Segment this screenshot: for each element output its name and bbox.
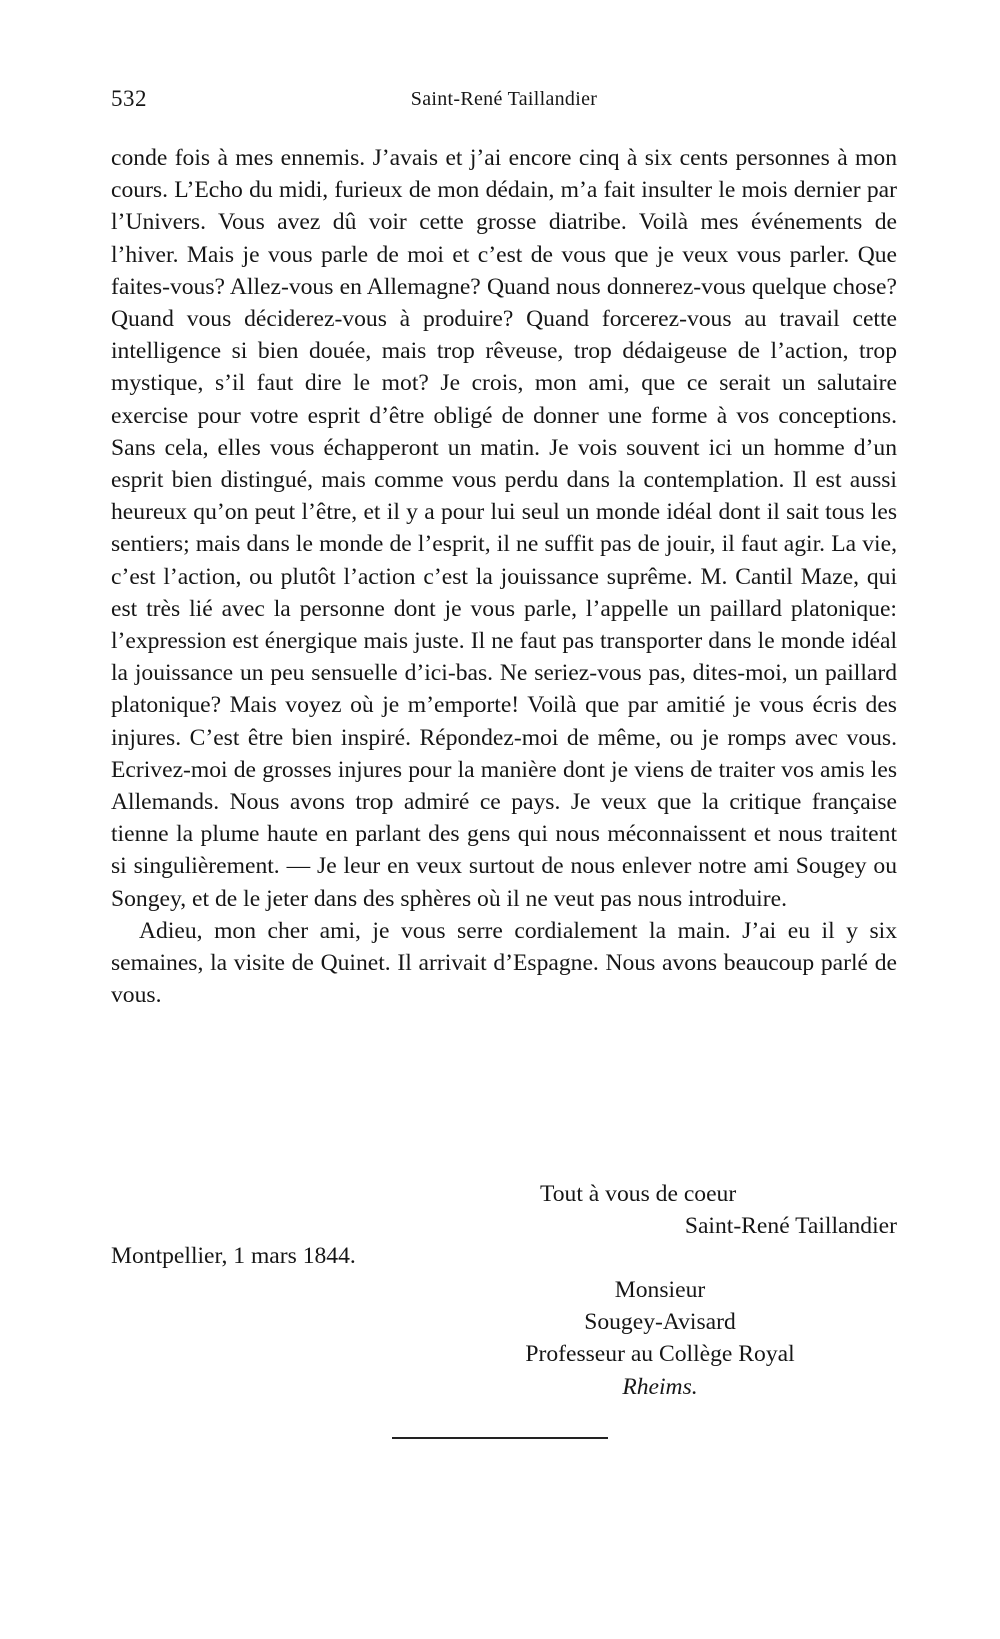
closing-salutation: Tout à vous de coeur (540, 1181, 737, 1207)
address-line-1: Monsieur (614, 1277, 706, 1303)
recipient-address (500, 1274, 820, 1403)
address-line-3: Professeur au Collège Royal (525, 1341, 795, 1368)
body-paragraph-2: Adieu, mon cher ami, je vous serre cordialement la main. J’ai eu il y six semaines, la visite de Quinet. Il arrivait d’Espagne. Nous avons beaucoup parlé de vous. (111, 917, 897, 1009)
body-paragraph-1: conde fois à mes ennemis. J’avais et j’ai encore cinq à six cents personnes à mon cours. L’Echo du midi, furieux de mon dédain, m’a fait insulter le mois dernier par l’Univers. Vous avez dû voir cette grosse diatribe. Voilà mes événements de l’hiver. Mais je vous parle de moi et c’est de vous que je veux vous parler. Que faites-vous? Allez-vous en Allemagne? Quand nous donnerez-vous quelque chose? Quand vous déciderez-vous à produire? Quand forcerez-vous au travail cette intelligence si bien douée, mais trop rêveuse, trop dédaigeuse de l’action, trop mystique, s’il faut dire le mot? Je crois, mon ami, que ce serait un salutaire exercise pour votre esprit d’être obligé de donner une forme à vos conceptions. Sans cela, elles vous échapperont un matin. Je vois souvent ici un homme d’un esprit bien distingué, mais comme vous perdu dans la contemplation. Il est aussi heureux qu’on peut l’être, et il y a pour lui seul un monde idéal dont il sait tous les sentiers; mais dans le monde de l’esprit, il ne suffit pas de jouir, il faut agir. La vie, c’est l’action, ou plutôt l’action c’est la jouissance suprême. M. Cantil Maze, qui est très lié avec la personne dont je vous parle, l’appelle un paillard platonique: l’expression est énergique mais juste. Il ne faut pas transporter dans le monde idéal la jouissance un peu sensuelle d’ici-bas. Ne seriez-vous pas, dites-moi, un paillard platonique? Mais voyez où je m’emporte! Voilà que par amitié je vous écris des injures. C’est être bien inspiré. Répondez-moi de même, ou je romps avec vous. Ecrivez-moi de grosses injures pour la manière dont je viens de traiter vos amis les Allemands. Nous avons trop admiré ce pays. Je veux que la critique française tienne la plume haute en parlant des gens qui nous méconnaissent et nous traitent si singulièrement. — Je leur en veux surtout de nous enlever notre ami Sougey ou Songey, et de le jeter dans des sphères où il ne veut pas nous introduire. (111, 145, 897, 912)
letter-body (111, 142, 897, 1011)
address-line-4: Rheims. (622, 1373, 698, 1400)
address-line-2: Sougey-Avisard (584, 1309, 736, 1336)
closing-signature: Saint-René Taillandier (684, 1213, 897, 1239)
running-head: Saint-René Taillandier (410, 88, 598, 110)
place-and-date: Montpellier, 1 mars 1844. (111, 1243, 356, 1269)
page-header (111, 86, 897, 120)
page-number: 532 (111, 86, 147, 111)
section-divider-rule (392, 1437, 608, 1439)
